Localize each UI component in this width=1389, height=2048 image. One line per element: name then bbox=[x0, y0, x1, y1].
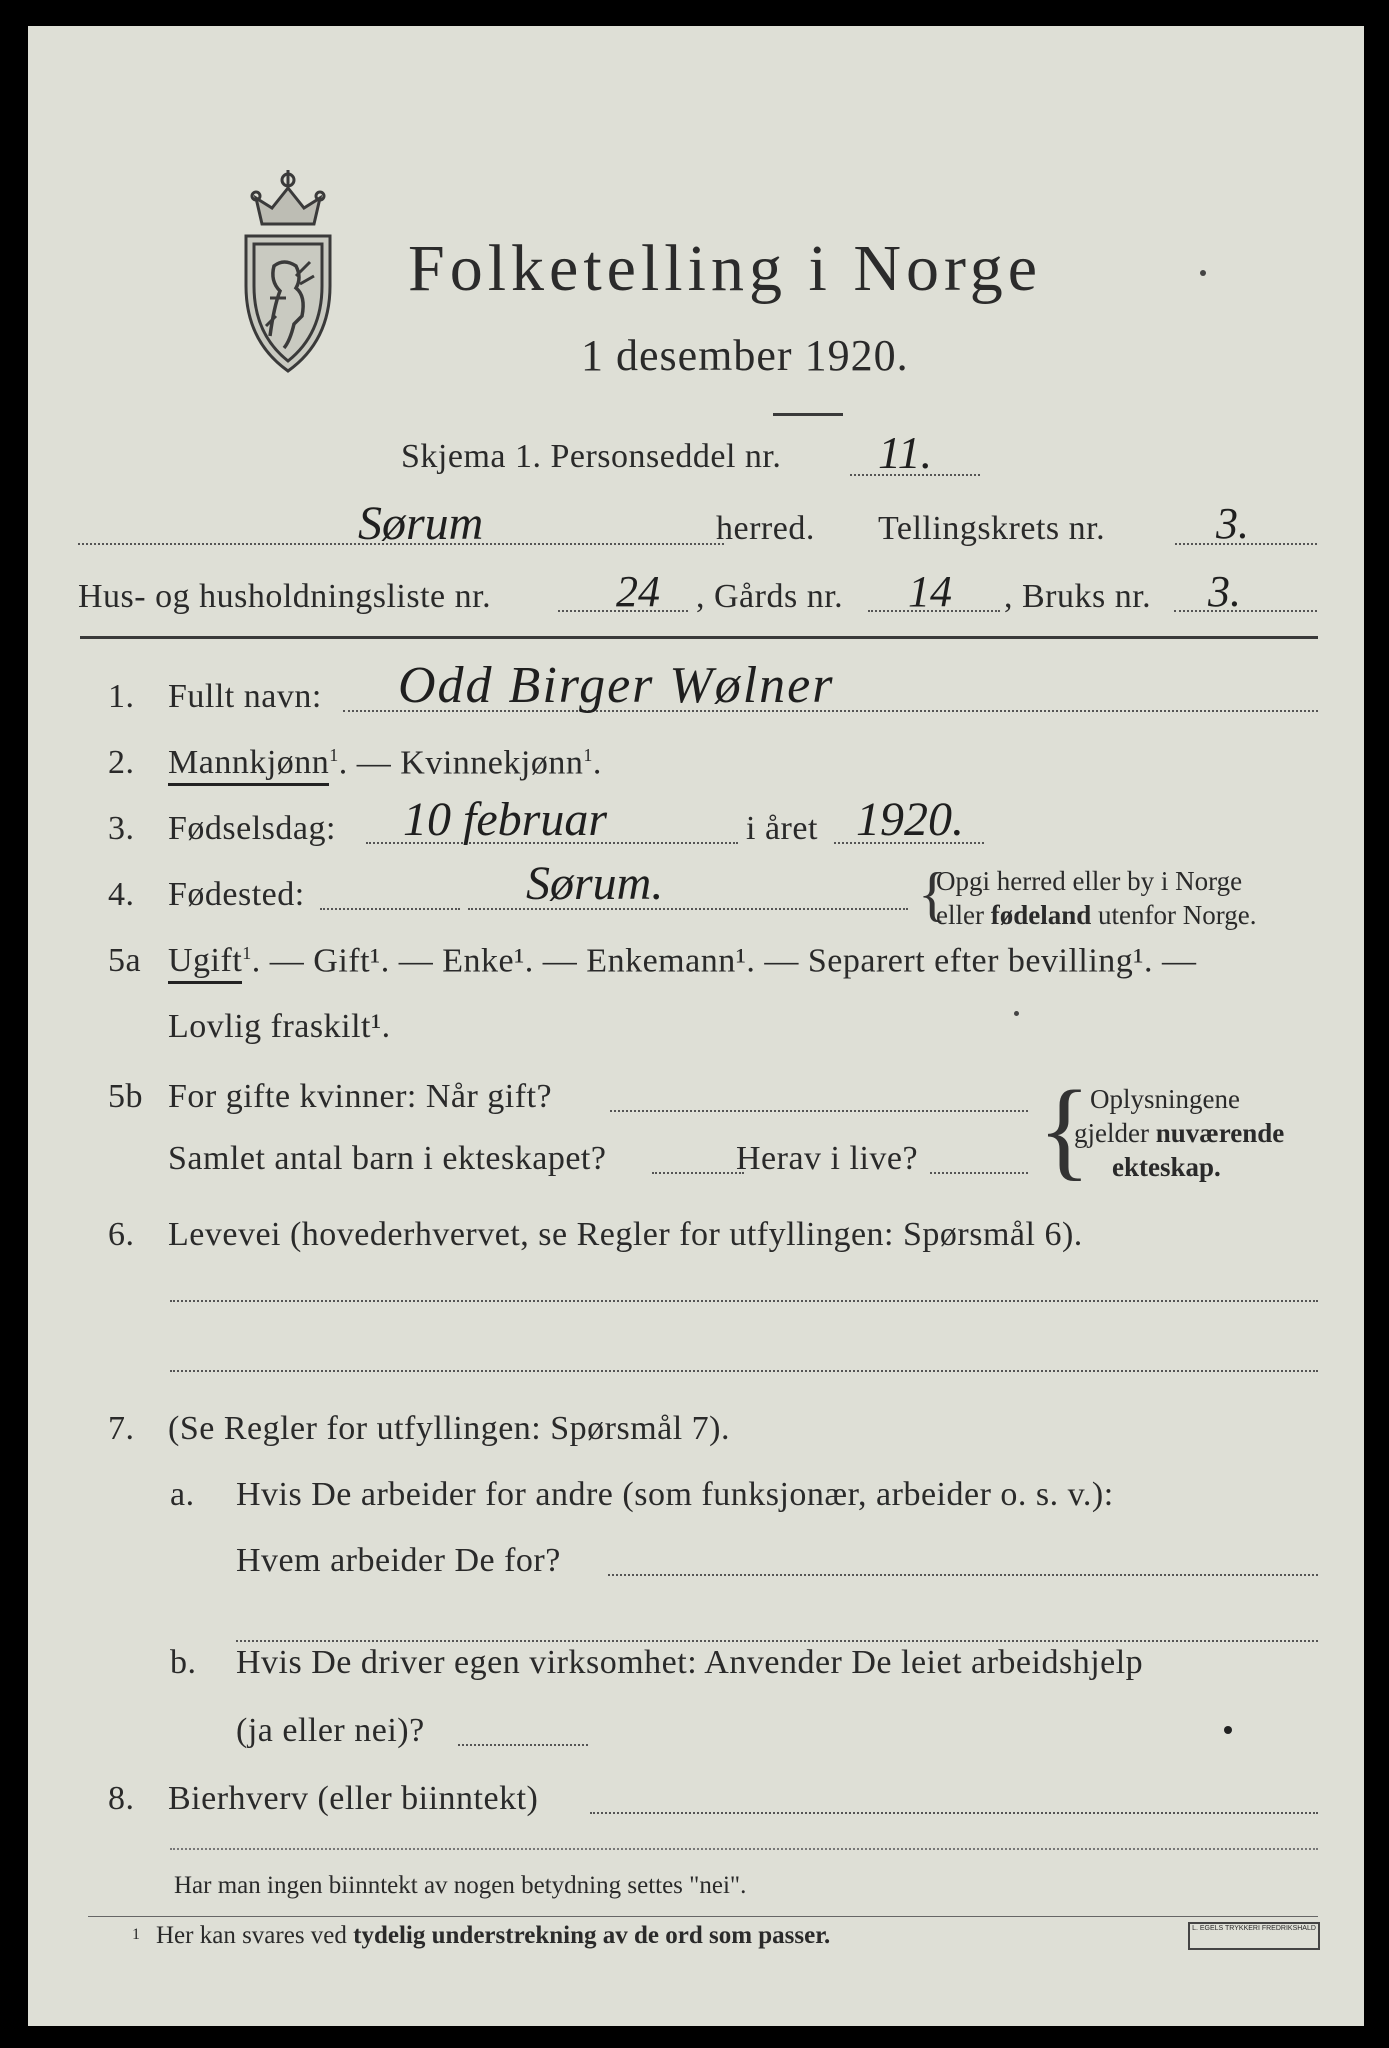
norwegian-coat-of-arms-icon bbox=[240, 166, 336, 391]
occupation-line-2 bbox=[170, 1370, 1318, 1372]
male-option: Mannkjønn bbox=[168, 744, 329, 786]
q7b-letter: b. bbox=[170, 1644, 197, 1681]
ink-mark bbox=[1224, 1726, 1232, 1734]
birthplace-note-1: Opgi herred eller by i Norge bbox=[936, 866, 1243, 896]
q8-number: 8. bbox=[108, 1780, 135, 1817]
q4-label: Fødested: bbox=[168, 876, 305, 913]
footnote-divider bbox=[88, 1916, 1318, 1917]
tellingskrets-value: 3. bbox=[1216, 499, 1249, 548]
q7-label: (Se Regler for utfyllingen: Spørsmål 7). bbox=[168, 1410, 731, 1447]
header-divider bbox=[80, 636, 1318, 639]
q7b-line2: (ja eller nei)? bbox=[236, 1712, 425, 1749]
title-rule bbox=[773, 413, 843, 416]
bruks-value: 3. bbox=[1208, 567, 1241, 616]
q7a-line2: Hvem arbeider De for? bbox=[236, 1542, 561, 1579]
q5b-line2a: Samlet antal barn i ekteskapet? bbox=[168, 1140, 607, 1177]
schema-label: Skjema 1. Personseddel nr. bbox=[401, 438, 782, 475]
birth-year-value: 1920. bbox=[856, 793, 964, 846]
side-income-divider bbox=[170, 1848, 1318, 1850]
title-dot bbox=[1200, 270, 1206, 276]
birthplace-value: Sørum. bbox=[526, 857, 664, 910]
husliste-value: 24 bbox=[616, 567, 660, 616]
marriage-note-2: gjelder nuværende bbox=[1074, 1118, 1285, 1148]
q6-number: 6. bbox=[108, 1216, 135, 1253]
children-count-line bbox=[652, 1172, 744, 1174]
birthplace-line-a bbox=[320, 908, 460, 910]
gender-end: . bbox=[592, 744, 602, 782]
printer-stamp: L. EGELS TRYKKERI FREDRIKSHALD bbox=[1188, 1922, 1320, 1950]
gender-separator: . — bbox=[338, 744, 401, 782]
employer-line-2 bbox=[236, 1640, 1318, 1642]
herred-value: Sørum bbox=[358, 497, 484, 550]
marital-status-options: Ugift$^1$. — Gift¹. — Enke¹. — Enkemann¹. — Separert efter bevilling¹. — bbox=[168, 944, 1197, 978]
bruks-label: , Bruks nr. bbox=[1004, 578, 1152, 615]
married-when-line bbox=[610, 1110, 1028, 1112]
q1-label: Fullt navn: bbox=[168, 678, 322, 715]
full-name-value: Odd Birger Wølner bbox=[398, 657, 835, 714]
q6-label: Levevei (hovederhvervet, se Regler for utfyllingen: Spørsmål 6). bbox=[168, 1216, 1083, 1253]
husliste-label: Hus- og husholdningsliste nr. bbox=[78, 578, 492, 615]
footnote-text: Her kan svares ved tydelig understrekning av de ord som passer. bbox=[156, 1922, 831, 1949]
gards-value: 14 bbox=[908, 567, 952, 616]
marriage-brace: { bbox=[1038, 1068, 1091, 1190]
ugift-option: Ugift bbox=[168, 942, 242, 984]
q2-number: 2. bbox=[108, 744, 135, 781]
herred-label: herred. bbox=[716, 510, 815, 547]
birth-day-value: 10 februar bbox=[403, 793, 607, 846]
footnote-number: 1 bbox=[132, 1926, 140, 1943]
occupation-line-1 bbox=[170, 1300, 1318, 1302]
tellingskrets-label: Tellingskrets nr. bbox=[878, 510, 1106, 547]
q5a-number: 5a bbox=[108, 942, 142, 979]
q7-number: 7. bbox=[108, 1410, 135, 1447]
personseddel-value: 11. bbox=[878, 427, 933, 478]
q3-number: 3. bbox=[108, 810, 135, 847]
children-alive-line bbox=[930, 1172, 1028, 1174]
marriage-note-3: ekteskap. bbox=[1112, 1152, 1221, 1182]
q5b-number: 5b bbox=[108, 1078, 143, 1115]
year-label: i året bbox=[746, 810, 818, 847]
census-date: 1 desember 1920. bbox=[581, 331, 909, 380]
q8-label: Bierhverv (eller biinntekt) bbox=[168, 1780, 539, 1817]
gards-label: , Gårds nr. bbox=[696, 578, 844, 615]
income-note: Har man ingen biinntekt av nogen betydning settes "nei". bbox=[174, 1872, 747, 1899]
marriage-note-1: Oplysningene bbox=[1090, 1084, 1240, 1114]
bruks-line bbox=[1174, 610, 1317, 612]
gender-options: Mannkjønn$^1$. — Kvinnekjønn$^1$. bbox=[168, 746, 602, 780]
birthplace-brace: { bbox=[918, 861, 947, 927]
ink-dot bbox=[1014, 1011, 1019, 1016]
employer-line-1 bbox=[608, 1574, 1318, 1576]
marital-status-line2: Lovlig fraskilt¹. bbox=[168, 1008, 391, 1045]
side-income-line bbox=[590, 1812, 1318, 1814]
female-option: Kvinnekjønn bbox=[400, 744, 584, 782]
q5b-line2b: Herav i live? bbox=[736, 1140, 919, 1177]
q3-label: Fødselsdag: bbox=[168, 810, 336, 847]
q4-number: 4. bbox=[108, 876, 135, 913]
q7a-line1: Hvis De arbeider for andre (som funksjonær, arbeider o. s. v.): bbox=[236, 1476, 1114, 1513]
q5b-line1: For gifte kvinner: Når gift? bbox=[168, 1078, 553, 1115]
census-form-page bbox=[28, 26, 1364, 2026]
hired-help-line bbox=[458, 1744, 588, 1746]
marital-rest: . — Gift¹. — Enke¹. — Enkemann¹. — Separert efter bevilling¹. — bbox=[251, 942, 1197, 980]
q7a-letter: a. bbox=[170, 1476, 195, 1513]
page-title: Folketelling i Norge bbox=[408, 232, 1043, 305]
birthplace-note-2: eller fødeland utenfor Norge. bbox=[936, 900, 1257, 930]
q7b-line1: Hvis De driver egen virksomhet: Anvender De leiet arbeidshjelp bbox=[236, 1644, 1144, 1681]
q1-number: 1. bbox=[108, 678, 135, 715]
